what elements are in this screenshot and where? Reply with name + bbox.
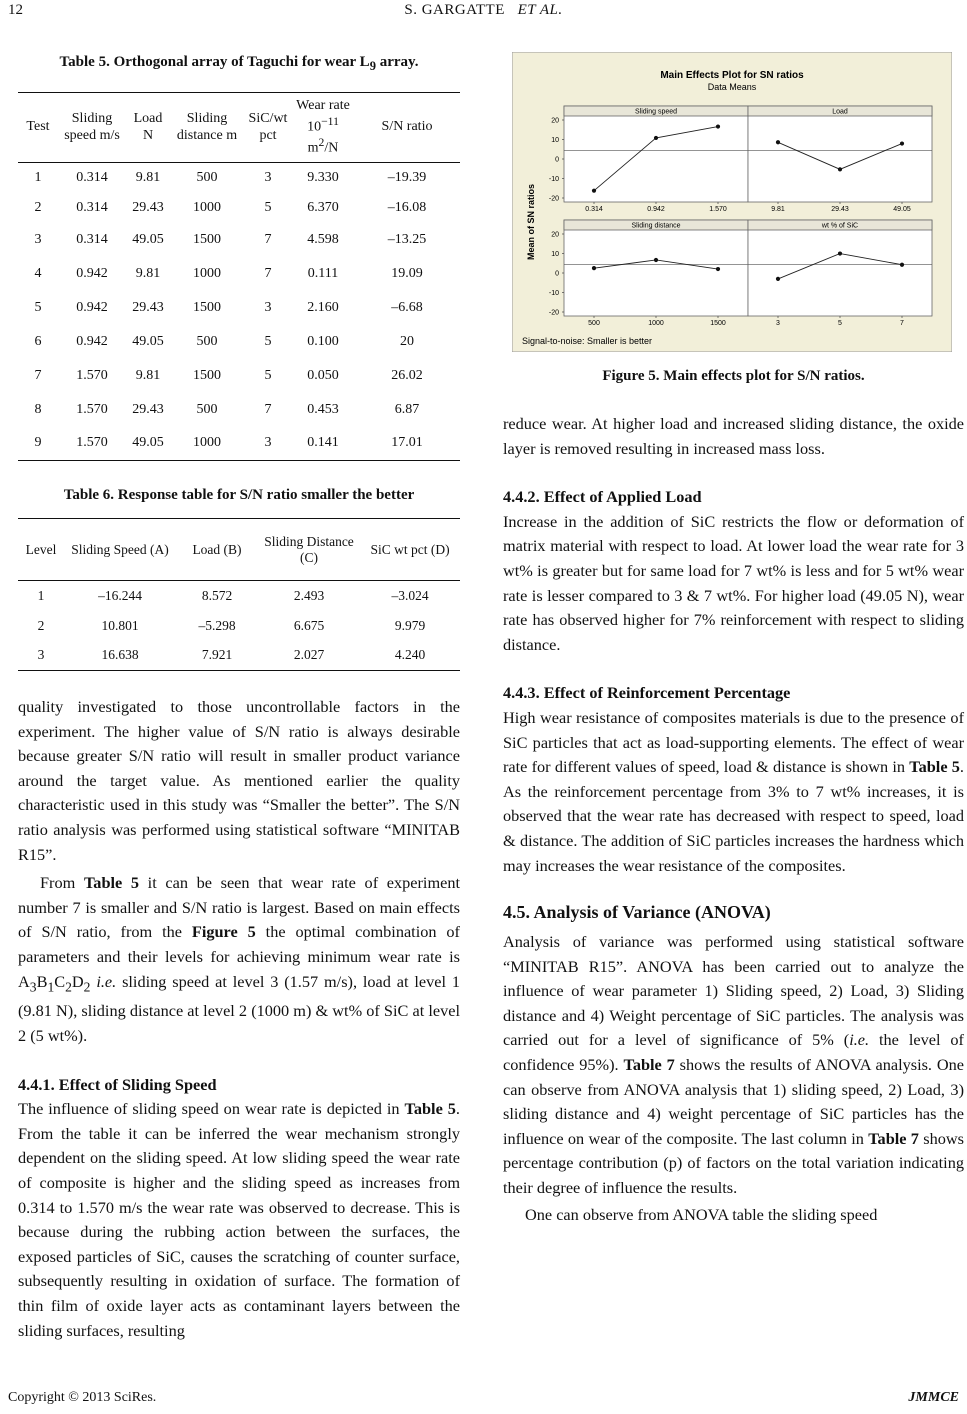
right-paragraph-5: One can observe from ANOVA table the sliding speed <box>525 1204 878 1224</box>
table5-row-cell: 4 <box>34 265 42 281</box>
heading-4-4-2: 4.4.2. Effect of Applied Load <box>503 487 702 507</box>
table5-row-cell: 1500 <box>193 299 221 315</box>
table5-row-cell: 3 <box>34 231 42 247</box>
table5-row-cell: 4.598 <box>307 231 339 247</box>
table-ref: Table 7 <box>868 1128 919 1148</box>
table5-row <box>18 427 460 461</box>
table6-header: Sliding Distance (C) <box>264 533 354 565</box>
table6-row-cell: –3.024 <box>391 587 429 603</box>
table6-row-cell: 4.240 <box>394 647 426 663</box>
table5-row-cell: 49.05 <box>132 231 164 247</box>
data-point <box>776 277 780 281</box>
table6-row-cell: 2.027 <box>293 647 325 663</box>
text-run: D <box>71 971 84 991</box>
figure5-caption: Figure 5. Main effects plot for S/N ratios. <box>602 368 865 384</box>
table5-caption-text: Table 5. Orthogonal array of Taguchi for wear L <box>59 54 370 70</box>
x-tick-label: 7 <box>900 320 904 327</box>
data-point <box>838 251 842 255</box>
table6-row <box>18 581 460 611</box>
table5-row-cell: 0.314 <box>76 231 108 247</box>
table5-header: Test <box>26 119 50 135</box>
level-sub: 2 <box>65 978 72 994</box>
table6-caption: Table 6. Response table for S/N ratio smaller the better <box>63 487 415 503</box>
page-number: 12 <box>8 2 23 18</box>
wear-unit: m <box>307 140 319 156</box>
data-point <box>900 141 904 145</box>
level-sub: 2 <box>83 978 91 994</box>
running-authors <box>0 2 967 19</box>
y-tick-label: -10 <box>548 290 559 297</box>
panel-name: wt % of SiC <box>821 222 859 230</box>
table5-caption-end: array. <box>375 54 419 70</box>
table5-row-cell: 3 <box>264 435 272 451</box>
table5-row <box>18 223 460 257</box>
table5-row-cell: –13.25 <box>387 231 427 247</box>
wear-unit-post: /N <box>324 140 339 156</box>
table5-row-cell: 0.050 <box>307 367 339 383</box>
table5-row-cell: 1000 <box>193 265 221 281</box>
text-run: the level of confidence 95%). <box>503 1030 964 1075</box>
table5-row-cell: 9.81 <box>135 265 161 281</box>
table5-row-cell: 2.160 <box>307 299 339 315</box>
table5-row-cell: 500 <box>196 333 218 349</box>
y-tick-label: 0 <box>555 156 559 164</box>
page-footer <box>0 1390 967 1410</box>
text-run: . From the table it can be inferred the wear mechanism strongly dependent on the sliding speed. At low sliding speed the wear rate of composite is higher and the sliding speed as increases from 0.314 to 1.570 m/s the wear rate was observed to decrease. This is because during the rubbing action between the surfaces, the exposed particles of SiC, causes the scratching of counter surface, subsequently resulting in oxidation of surface. The formation of thin film of oxide layer acts as contaminant layers between the sliding surfaces, resulting <box>18 1099 460 1340</box>
table5-row-cell: 7 <box>264 265 272 281</box>
table5-row-cell: 3 <box>264 299 272 315</box>
right-column <box>503 412 964 1227</box>
table5-row-cell: 5 <box>264 199 272 215</box>
x-tick-label: 5 <box>838 320 842 327</box>
table5-row-cell: 500 <box>196 401 218 417</box>
table5-row-cell: 6 <box>34 333 42 349</box>
heading-4-4-1: 4.4.1. Effect of Sliding Speed <box>18 1074 217 1094</box>
text-run: From <box>40 873 84 893</box>
x-tick-label: 1500 <box>710 320 726 327</box>
table5-row-cell: 1.570 <box>76 367 108 383</box>
text-run: shows the results of ANOVA analysis. One can observe from ANOVA analysis that 1) sliding speed, 2) Load, 3) sliding distance and 4) weight percentage of SiC particles has the influence on wear of the composite. The last column in <box>503 1055 964 1148</box>
panel-frame <box>748 106 932 202</box>
table5-header: S/N ratio <box>381 119 433 135</box>
table5-row-cell: 1000 <box>193 199 221 215</box>
figure-ref: Figure 5 <box>191 922 256 942</box>
table5-row-cell: 0.453 <box>307 401 339 417</box>
table5-row-cell: 9 <box>34 435 42 451</box>
data-point <box>592 266 596 270</box>
panel-name: Load <box>832 108 848 116</box>
y-tick-label: 10 <box>551 251 559 258</box>
table5-row-cell: 29.43 <box>132 199 164 215</box>
table5-row-cell: 0.111 <box>307 265 339 281</box>
chart-title: Main Effects Plot for SN ratios <box>660 70 804 81</box>
data-point <box>776 140 780 144</box>
chart-subtitle: Data Means <box>707 82 757 92</box>
table5-row-cell: 0.942 <box>76 299 108 315</box>
x-tick-label: 1000 <box>648 320 664 327</box>
panel-name: Sliding speed <box>634 108 678 116</box>
heading-4-5: 4.5. Analysis of Variance (ANOVA) <box>503 902 771 923</box>
table5-row-cell: 3 <box>264 169 272 185</box>
table5-row <box>18 257 460 291</box>
y-tick-label: -20 <box>548 309 559 317</box>
table5-row-cell: 1500 <box>193 367 221 383</box>
table5-row-cell: 7 <box>264 231 272 247</box>
table6-row-cell: 2.493 <box>293 587 325 603</box>
table5-row-cell: 26.02 <box>391 367 423 383</box>
authors: S. GARGATTE <box>404 2 505 18</box>
right-paragraph-1: reduce wear. At higher load and increased sliding distance, the oxide layer is removed resulting in increased mass loss. <box>503 414 964 458</box>
table6-row-cell: 7.921 <box>201 647 233 663</box>
table6-header: SiC wt pct (D) <box>370 541 450 557</box>
table5-row-cell: 500 <box>196 169 218 185</box>
table6-row-cell: –16.244 <box>98 587 142 603</box>
wear-unit-exp: 2 <box>318 135 325 149</box>
x-tick-label: 49.05 <box>893 206 911 213</box>
chart-ylabel: Mean of SN ratios <box>526 183 536 261</box>
table5-row-cell: 17.01 <box>391 435 423 451</box>
table5-row-cell: 20 <box>400 333 414 349</box>
data-point <box>838 167 842 171</box>
panel-frame <box>564 106 748 202</box>
x-tick-label: 0.314 <box>585 206 603 213</box>
table5-header: Sliding speed m/s <box>64 110 120 143</box>
text-run: High wear resistance of composites materials is due to the presence of SiC particles that act as load-supporting elements. The effect of wear rate for different values of speed, load & distance is shown in <box>503 707 964 777</box>
y-tick-label: 20 <box>551 231 559 239</box>
table6-header: Load (B) <box>192 541 242 557</box>
table5-row-cell: 0.314 <box>76 169 108 185</box>
y-tick-label: 10 <box>551 137 559 144</box>
table5-row-cell: –19.39 <box>387 169 427 185</box>
data-point <box>900 263 904 267</box>
table5-row-cell: 7 <box>34 367 42 383</box>
table6-row-cell: –5.298 <box>198 617 236 633</box>
table6-row <box>18 611 460 641</box>
left-paragraph-1: quality investigated to those uncontrollable factors in the experiment. The higher value of S/N ratio is always desirable because greater S/N ratio will result in smaller product variance around the target value. As mentioned earlier the quality characteristic used in this study was “Smaller the better”. The S/N ratio analysis was performed using statistical software “MINITAB R15”. <box>18 697 460 864</box>
et-al: ET AL. <box>517 2 563 18</box>
table5-row-cell: 0.314 <box>76 199 108 215</box>
wear-exp: −11 <box>321 114 339 128</box>
right-paragraph-4 <box>503 930 964 1201</box>
x-tick-label: 3 <box>776 320 780 327</box>
table5-row-cell: 8 <box>34 401 42 417</box>
table5-header-wear <box>292 93 354 163</box>
text-run: C <box>54 971 66 991</box>
data-point <box>654 258 658 262</box>
table5-row-cell: 0.942 <box>76 265 108 281</box>
table-ref: Table 5 <box>83 873 140 893</box>
table5-row-cell: 5 <box>34 299 42 315</box>
table6-row-cell: 1 <box>37 587 45 603</box>
table5-row-cell: 0.141 <box>307 435 339 451</box>
data-point <box>654 136 658 140</box>
italic-ie: i.e. <box>96 971 117 991</box>
chart-footer: Signal-to-noise: Smaller is better <box>522 336 653 346</box>
table5-header: SiC/wt pct <box>248 110 288 143</box>
level-sub: 3 <box>29 978 37 994</box>
x-tick-label: 500 <box>588 320 600 327</box>
panel-frame <box>748 220 932 316</box>
running-header <box>0 2 967 24</box>
panel-frame <box>564 220 748 316</box>
table5-row-cell: 1.570 <box>76 435 108 451</box>
table5-row-cell: 1.570 <box>76 401 108 417</box>
table5-row-cell: 5 <box>264 333 272 349</box>
x-tick-label: 0.942 <box>647 206 665 213</box>
text-run: shows percentage contribution (p) of factors on the total variation indicating their degree of influence the results. <box>503 1128 964 1198</box>
table5-row <box>18 193 460 223</box>
italic-ie: i.e. <box>849 1030 870 1050</box>
table6-header: Level <box>25 541 57 557</box>
table5-row-cell: 19.09 <box>391 265 423 281</box>
table6-row-cell: 10.801 <box>101 617 139 633</box>
right-paragraph-3 <box>503 706 964 878</box>
table-ref: Table 5 <box>909 757 960 777</box>
table5-row-cell: 2 <box>34 199 42 215</box>
table5-caption <box>18 54 460 74</box>
x-tick-label: 9.81 <box>771 206 785 213</box>
wear-label: Wear rate 10 <box>296 98 350 135</box>
table6-row-cell: 3 <box>37 647 45 663</box>
table5-row-cell: 29.43 <box>132 299 164 315</box>
table5-row-cell: –16.08 <box>387 199 427 215</box>
y-tick-label: -20 <box>548 195 559 203</box>
table5-row-cell: 49.05 <box>132 333 164 349</box>
table6-row-cell: 6.675 <box>293 617 325 633</box>
text-run: The influence of sliding speed on wear rate is depicted in <box>18 1099 405 1119</box>
left-paragraph-2 <box>18 871 460 1048</box>
table5-row-cell: 9.330 <box>307 169 339 185</box>
text-run: it can be seen that wear rate of experiment number 7 is smaller and S/N ratio is largest. Based on main effects of S/N ratio, from the <box>18 873 460 942</box>
y-tick-label: -10 <box>548 176 559 183</box>
table5-row-cell: 29.43 <box>132 401 164 417</box>
text-run: B <box>36 971 48 991</box>
table5-row-cell: 6.87 <box>394 401 420 417</box>
level-sub: 1 <box>47 978 55 994</box>
x-tick-label: 29.43 <box>831 206 849 213</box>
table6-row-cell: 2 <box>37 617 45 633</box>
table6-row-cell: 16.638 <box>101 647 139 663</box>
table6-row-cell: 9.979 <box>394 617 426 633</box>
table5-row-cell: –6.68 <box>391 299 423 315</box>
text-run: the optimal combination of parameters and their levels for achieving minimum wear rate is A <box>18 922 460 991</box>
y-tick-label: 0 <box>555 270 559 278</box>
text-run: sliding speed at level 3 (1.57 m/s), load at level 1 (9.81 N), sliding distance at level 2 (1000 m) & wt% of SiC at level 2 (5 wt%). <box>18 971 460 1045</box>
table5-row-cell: 5 <box>264 367 272 383</box>
table5-row-cell: 7 <box>264 401 272 417</box>
table5-row-cell: 9.81 <box>135 367 161 383</box>
table5-row <box>18 163 460 193</box>
table5-caption-sub: 9 <box>369 59 376 73</box>
data-point <box>716 124 720 128</box>
table6-row-cell: 8.572 <box>201 587 233 603</box>
left-column <box>18 40 460 1343</box>
y-tick-label: 20 <box>551 117 559 125</box>
table-ref: Table 7 <box>623 1055 675 1075</box>
x-tick-label: 1.570 <box>709 206 727 213</box>
left-paragraph-3 <box>18 1097 460 1343</box>
copyright: Copyright © 2013 SciRes. <box>8 1390 157 1405</box>
table5-row <box>18 325 460 359</box>
text-run: . As the reinforcement percentage from 3% to 7 wt% increases, it is observed that the wear rate has decreased with respect to speed, load & distance. The addition of SiC particles increases the hardness which may increases the wear resistance of the composites. <box>503 757 964 875</box>
journal-name: JMMCE <box>908 1390 959 1405</box>
table5-header: Load N <box>133 110 163 143</box>
right-paragraph-2: Increase in the addition of SiC restricts the flow or deformation of matrix material with respect to load. At lower load the wear rate for 3 wt% is greater but for same load for 7 wt% is less and for 5 wt% wear rate is lesser compared to 3 & 7 wt%. For higher load (49.05 N), wear rate has observed higher for 7% reinforcement with respect to sliding distance. <box>503 511 964 654</box>
table6-row <box>18 641 460 671</box>
panel-name: Sliding distance <box>631 222 681 230</box>
table5-header: Sliding distance m <box>176 110 238 143</box>
table5-row-cell: 9.81 <box>135 169 161 185</box>
data-point <box>716 267 720 271</box>
main-effects-chart <box>512 52 952 352</box>
table5-row-cell: 49.05 <box>132 435 164 451</box>
table5-row-cell: 0.942 <box>76 333 108 349</box>
table5 <box>18 92 460 461</box>
data-point <box>592 189 596 193</box>
table-ref: Table 5 <box>404 1099 456 1119</box>
text-run: Analysis of variance was performed using statistical software “MINITAB R15”. ANOVA has been carried out to analyze the influence of wear parameter 1) Sliding speed, 2) Load, 3) Sliding distance and 4) Weight percentage of SiC particles. The analysis was carried out for a level of significance of 5% ( <box>503 932 964 1050</box>
table5-row <box>18 291 460 325</box>
table5-row-cell: 1 <box>34 169 42 185</box>
heading-4-4-3: 4.4.3. Effect of Reinforcement Percentage <box>503 683 791 703</box>
table6-header: Sliding Speed (A) <box>71 541 169 557</box>
table5-row-cell: 0.100 <box>307 333 339 349</box>
table5-row <box>18 393 460 427</box>
table5-row <box>18 359 460 393</box>
table5-row-cell: 6.370 <box>307 199 339 215</box>
table6 <box>18 518 460 671</box>
table5-row-cell: 1000 <box>193 435 221 451</box>
table5-row-cell: 1500 <box>193 231 221 247</box>
